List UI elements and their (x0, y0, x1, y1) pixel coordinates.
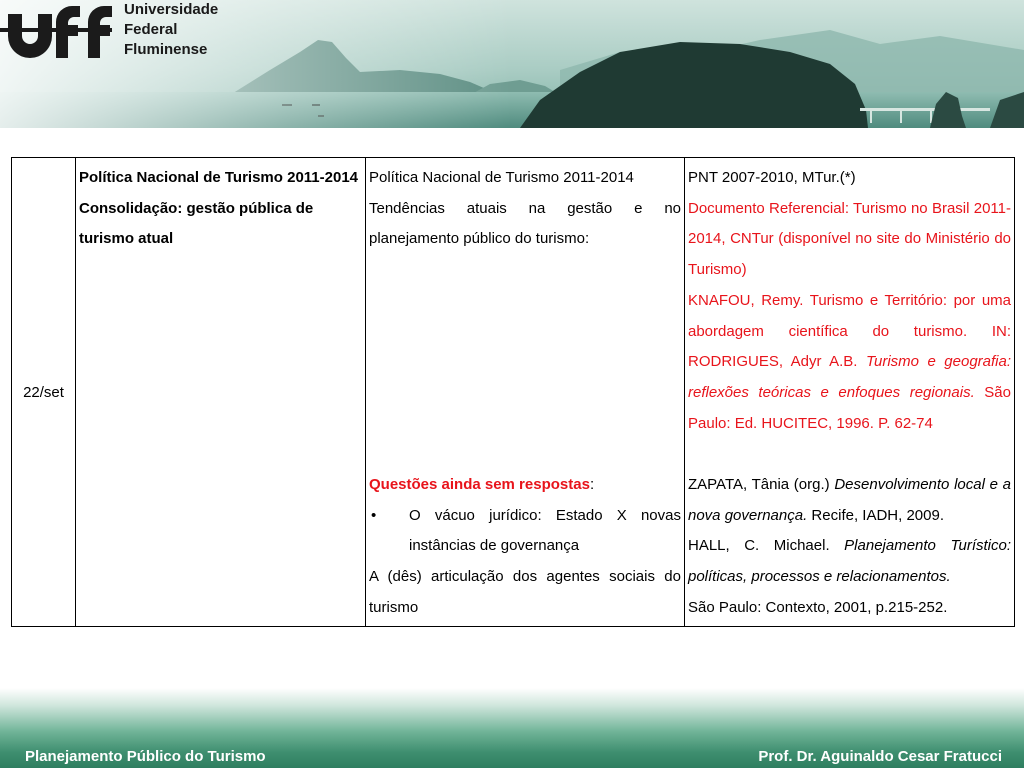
reference-2: Documento Referencial: Turismo no Brasil 2011-2014, CNTur (disponível no site do Ministério do Turismo) (688, 199, 1011, 279)
questions-label: Questões ainda sem respostas (369, 475, 590, 493)
header-banner (0, 0, 1024, 128)
bullet-text: O vácuo jurídico: Estado X novas instâncias de governança (409, 506, 681, 555)
references-cell (685, 158, 1015, 627)
reference-4 (688, 470, 1011, 531)
table-row (12, 158, 1015, 627)
reference-4-title: Desenvolvimento local e a nova governança. (688, 476, 1012, 524)
reference-1: PNT 2007-2010, MTur.(*) (688, 169, 856, 186)
reference-5-title: Planejamento Turístico: políticas, processos e relacionamentos. (688, 537, 1012, 586)
content-cell (366, 158, 685, 627)
questions-heading (369, 470, 681, 501)
date-cell: 22/set (12, 158, 76, 627)
reference-5-publisher: São Paulo: Contexto, 2001, p.215-252. (688, 598, 948, 616)
university-line-3: Fluminense (124, 41, 208, 58)
reference-3-title: Turismo e geografia: reflexões teóricas e enfoques regionais. (688, 353, 1012, 401)
reference-4-author: ZAPATA, Tânia (org.) (688, 476, 835, 494)
university-name (124, 0, 218, 60)
questions-colon: : (589, 475, 595, 493)
university-line-1: Universidade (124, 1, 219, 18)
syllabus-table (11, 157, 1015, 627)
reference-3-publisher: São Paulo: Ed. HUCITEC, 1996. P. 62-74 (688, 383, 1011, 432)
reference-5 (688, 531, 1011, 592)
reference-5-author: HALL, C. Michael. (688, 537, 845, 555)
content-line-2: Tendências atuais na gestão e no planejamento público do turismo: (369, 199, 681, 248)
list-item (369, 501, 681, 562)
reference-3-author: KNAFOU, Remy. Turismo e Território: por uma abordagem científica do turismo. IN: RODRIGUES, Adyr A.B. (688, 291, 1011, 371)
course-title: Planejamento Público do Turismo (25, 748, 266, 765)
university-line-2: Federal (124, 21, 178, 38)
content-line-1: Política Nacional de Turismo 2011-2014 (369, 169, 634, 186)
reference-4-publisher: Recife, IADH, 2009. (807, 506, 944, 524)
content-last-line: A (dês) articulação dos agentes sociais do turismo (369, 568, 681, 616)
topic-title: Política Nacional de Turismo 2011-2014 (79, 169, 359, 186)
bullet-icon: • (371, 506, 377, 524)
topic-cell (76, 158, 366, 627)
topic-subtitle: Consolidação: gestão pública de turismo atual (79, 199, 314, 248)
professor-name: Prof. Dr. Aguinaldo Cesar Fratucci (758, 748, 1002, 765)
footer (0, 688, 1024, 768)
reference-3 (688, 286, 1011, 440)
